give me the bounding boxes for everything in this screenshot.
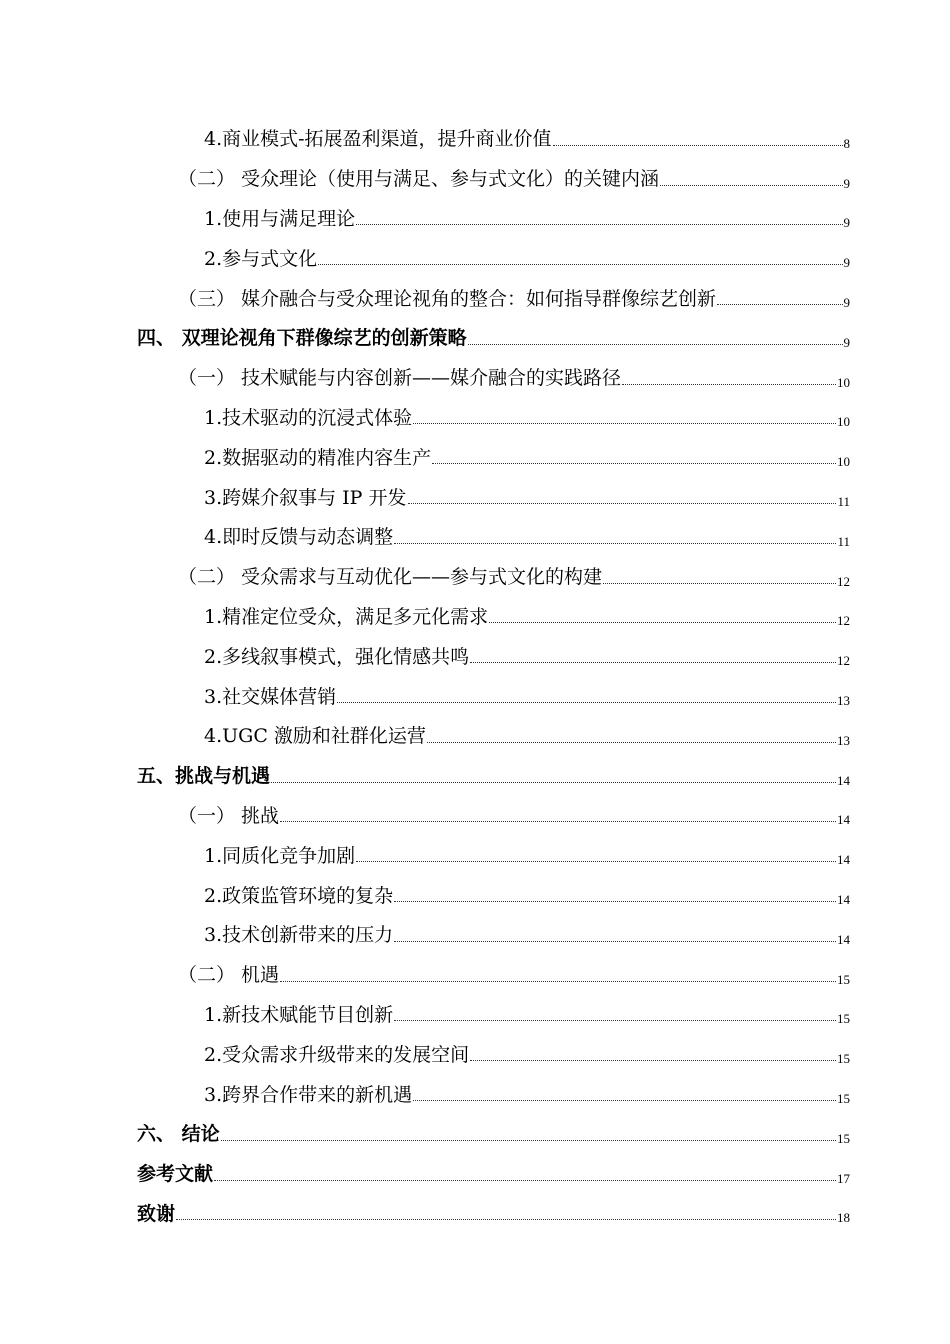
toc-entry-title: 2.多线叙事模式，强化情感共鸣 [204, 645, 470, 668]
toc-entry-title: 1.同质化竞争加剧 [204, 844, 356, 867]
toc-entry-title: 3.跨媒介叙事与 IP 开发 [204, 486, 407, 509]
toc-page-number: 9 [843, 175, 850, 191]
toc-entry[interactable] [0, 795, 950, 835]
toc-page-number: 12 [837, 653, 850, 669]
toc-entry-title: （二） 机遇 [178, 964, 280, 987]
toc-entry[interactable] [0, 675, 950, 715]
toc-entry-title: 2.数据驱动的精准内容生产 [204, 446, 432, 469]
toc-entry-title: （二） 受众需求与互动优化——参与式文化的构建 [178, 566, 603, 589]
dot-leader [318, 264, 842, 265]
toc-entry[interactable] [0, 516, 950, 556]
toc-entry[interactable] [0, 635, 950, 675]
toc-entry[interactable] [0, 1033, 950, 1073]
dot-leader [356, 224, 842, 225]
toc-entry-title: （一） 挑战 [178, 804, 280, 827]
toc-page-number: 13 [837, 732, 850, 748]
toc-entry-title: （一） 技术赋能与内容创新——媒介融合的实践路径 [178, 367, 622, 390]
dot-leader [280, 821, 836, 822]
dot-leader [717, 304, 842, 305]
toc-entry-title: 2.政策监管环境的复杂 [204, 884, 394, 907]
toc-entry-title: 致谢 [137, 1202, 176, 1225]
dot-leader [489, 622, 836, 623]
toc-page-number: 9 [843, 255, 850, 271]
toc-entry[interactable] [0, 397, 950, 437]
toc-entry-title: （三） 媒介融合与受众理论视角的整合：如何指导群像综艺创新 [178, 287, 717, 310]
toc-page-number: 14 [837, 891, 850, 907]
toc-entry-title: 1.使用与满足理论 [204, 207, 356, 230]
toc-page-number: 11 [837, 493, 850, 509]
toc-entry[interactable] [0, 357, 950, 397]
toc-entry-title: 四、 双理论视角下群像综艺的创新策略 [137, 327, 467, 350]
toc-entry-title: 参考文献 [137, 1163, 214, 1186]
toc-entry-title: 4.UGC 激励和社群化运营 [204, 725, 426, 748]
dot-leader [413, 423, 836, 424]
toc-entry-title: 2.参与式文化 [204, 247, 318, 270]
toc-entry[interactable] [0, 317, 950, 357]
dot-leader [394, 901, 836, 902]
toc-entry[interactable] [0, 715, 950, 755]
toc-entry[interactable] [0, 436, 950, 476]
toc-entry[interactable] [0, 914, 950, 954]
toc-page-number: 13 [837, 692, 850, 708]
toc-page-number: 12 [837, 613, 850, 629]
toc-entry[interactable] [0, 556, 950, 596]
toc-entry[interactable] [0, 1113, 950, 1153]
toc-page-number: 10 [837, 414, 850, 430]
toc-entry[interactable] [0, 596, 950, 636]
dot-leader [394, 543, 836, 544]
dot-leader [470, 662, 836, 663]
toc-entry-title: 3.跨界合作带来的新机遇 [204, 1083, 413, 1106]
toc-entry[interactable] [0, 237, 950, 277]
toc-page-number: 14 [837, 931, 850, 947]
toc-page-number: 14 [837, 812, 850, 828]
toc-entry[interactable] [0, 755, 950, 795]
toc-page-number: 15 [837, 1011, 850, 1027]
toc-entry[interactable] [0, 1073, 950, 1113]
dot-leader [427, 742, 836, 743]
toc-page-number: 10 [837, 374, 850, 390]
toc-entry[interactable] [0, 834, 950, 874]
toc-page-number: 15 [837, 1051, 850, 1067]
dot-leader [622, 384, 836, 385]
toc-page-number: 10 [837, 454, 850, 470]
toc-entry-title: 3.社交媒体营销 [204, 685, 337, 708]
toc-page-number: 17 [837, 1170, 850, 1186]
toc-entry[interactable] [0, 476, 950, 516]
toc-entry-title: 2.受众需求升级带来的发展空间 [204, 1043, 470, 1066]
dot-leader [468, 344, 843, 345]
toc-entry-title: 1.技术驱动的沉浸式体验 [204, 406, 413, 429]
toc-entry[interactable] [0, 198, 950, 238]
dot-leader [176, 1219, 836, 1220]
toc-entry[interactable] [0, 277, 950, 317]
dot-leader [408, 503, 837, 504]
dot-leader [271, 782, 836, 783]
toc-page-number: 15 [837, 971, 850, 987]
toc-page-number: 15 [837, 1130, 850, 1146]
toc-entry[interactable] [0, 954, 950, 994]
toc-entry[interactable] [0, 1193, 950, 1233]
toc-page-number: 9 [843, 334, 850, 350]
toc-entry[interactable] [0, 994, 950, 1034]
toc-entry-title: 1.新技术赋能节目创新 [204, 1003, 394, 1026]
toc-page-number: 18 [837, 1210, 850, 1226]
toc-page-number: 11 [837, 533, 850, 549]
toc-page-number: 15 [837, 1090, 850, 1106]
toc-page-number: 14 [837, 852, 850, 868]
dot-leader [394, 941, 836, 942]
dot-leader [603, 583, 836, 584]
toc-entry-title: 五、挑战与机遇 [137, 765, 271, 788]
toc-entry[interactable] [0, 158, 950, 198]
toc-page-number: 8 [843, 135, 850, 151]
toc-entry-title: （二） 受众理论（使用与满足、参与式文化）的关键内涵 [178, 168, 660, 191]
toc-entry-title: 4.商业模式-拓展盈利渠道，提升商业价值 [204, 128, 552, 151]
dot-leader [214, 1180, 836, 1181]
dot-leader [337, 702, 836, 703]
toc-entry-title: 六、 结论 [137, 1123, 220, 1146]
dot-leader [413, 1100, 836, 1101]
dot-leader [470, 1060, 836, 1061]
table-of-contents [0, 118, 950, 1232]
toc-page-number: 12 [837, 573, 850, 589]
toc-entry[interactable] [0, 874, 950, 914]
toc-page-number: 9 [843, 294, 850, 310]
dot-leader [394, 1020, 836, 1021]
toc-page-number: 9 [843, 215, 850, 231]
toc-entry[interactable] [0, 1153, 950, 1193]
dot-leader [280, 981, 836, 982]
dot-leader [660, 185, 842, 186]
dot-leader [432, 463, 836, 464]
toc-entry[interactable] [0, 118, 950, 158]
dot-leader [553, 145, 843, 146]
dot-leader [221, 1140, 836, 1141]
toc-entry-title: 3.技术创新带来的压力 [204, 924, 394, 947]
toc-entry-title: 1.精准定位受众，满足多元化需求 [204, 605, 489, 628]
dot-leader [356, 861, 836, 862]
toc-page-number: 14 [837, 772, 850, 788]
toc-entry-title: 4.即时反馈与动态调整 [204, 526, 394, 549]
